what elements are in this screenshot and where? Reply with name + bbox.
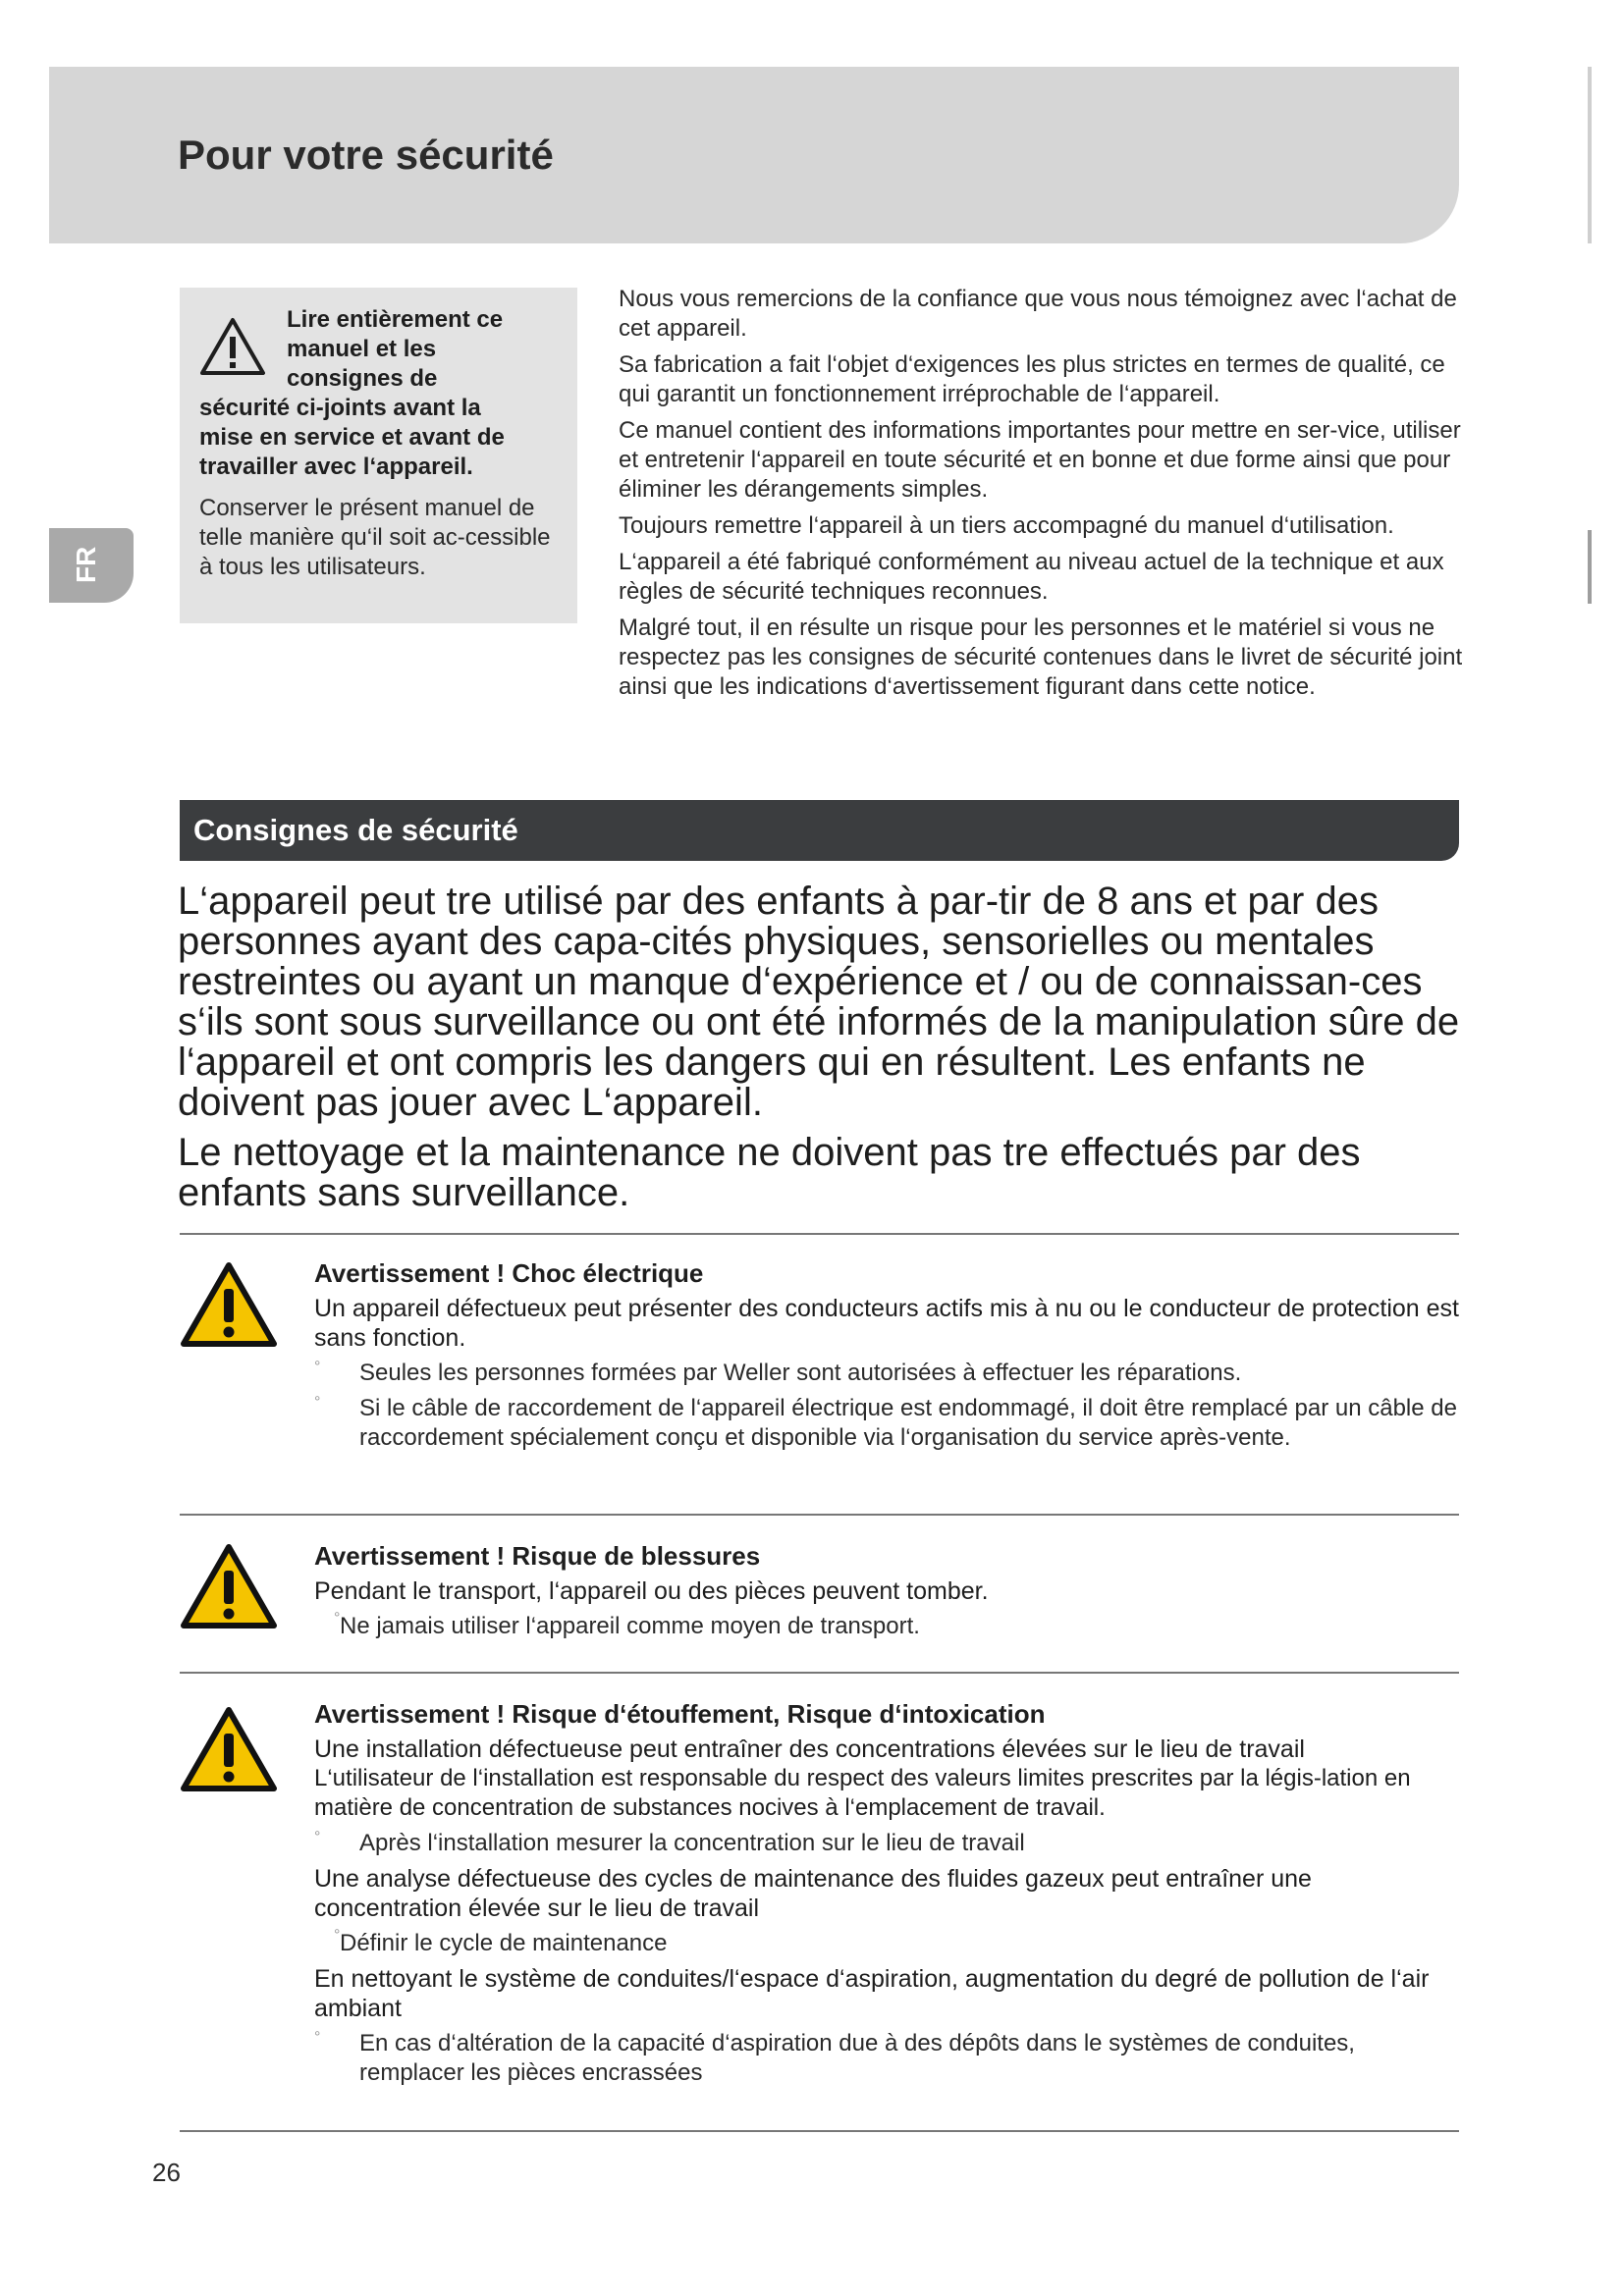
warning-text: L‘utilisateur de l‘installation est responsable du respect des valeurs limites prescrites par la légis-lation en matière de concentration de substances nocives à l‘emplacement de travail.: [314, 1765, 1411, 1821]
warning-icon: [180, 1261, 278, 1348]
page-title: Pour votre sécurité: [178, 132, 554, 178]
warning-icon: [180, 1706, 278, 1792]
intro-paragraph: Toujours remettre l‘appareil à un tiers accompagné du manuel d‘utilisation.: [619, 512, 1394, 539]
bullet-item: ° Si le câble de raccordement de l‘appareil électrique est endommagé, il doit être remplacé par un câble de raccordement spécialement conçu et disponible via l‘organisation du service après-vente.: [314, 1394, 1463, 1453]
warning-text: Une analyse défectueuse des cycles de maintenance des fluides gazeux peut entraîner une concentration élevée sur le lieu de travail: [314, 1865, 1312, 1922]
warning-electric-shock: [314, 1258, 1463, 1459]
language-tab: [49, 528, 134, 603]
warning-icon: [180, 1543, 278, 1629]
intro-paragraph: L‘appareil a été fabriqué conformément au niveau actuel de la technique et aux règles de sécurité techniques reconnues.: [619, 549, 1444, 605]
bullet-glyph: °: [334, 1610, 341, 1627]
warning-text: Un appareil défectueux peut présenter des conducteurs actifs mis à nu ou le conducteur de protection est sans fonction.: [314, 1295, 1459, 1352]
bullet-glyph: °: [314, 1394, 321, 1411]
notice-heading-line: consignes de: [287, 365, 438, 392]
bullet-glyph: °: [314, 1359, 321, 1375]
notice-text: Conserver le présent manuel de telle manière qu‘il soit ac-cessible à tous les utilisateurs.: [199, 495, 551, 580]
warning-suffocation: [314, 1699, 1463, 2094]
notice-box: [180, 288, 577, 623]
warning-title: Avertissement ! Risque d‘étouffement, Risque d‘intoxication: [314, 1699, 1046, 1729]
section-header: [180, 800, 1459, 861]
warning-text: Pendant le transport, l‘appareil ou des pièces peuvent tomber.: [314, 1577, 989, 1605]
bullet-item: ° En cas d‘altération de la capacité d‘aspiration due à des dépôts dans le systèmes de conduites, remplacer les pièces encrassées: [314, 2029, 1463, 2088]
warning-title: Avertissement ! Choc électrique: [314, 1258, 704, 1288]
bullet-item: ° Après l‘installation mesurer la concentration sur le lieu de travail: [314, 1829, 1463, 1858]
intro-paragraph: Sa fabrication a fait l‘objet d‘exigences les plus strictes en termes de qualité, ce qui garantit un fonctionnement irréprochable de l‘appareil.: [619, 351, 1445, 407]
margin-marker: [1588, 67, 1592, 243]
margin-marker: [1588, 530, 1592, 604]
warning-injury: [314, 1541, 1463, 1647]
bullet-item: ° Définir le cycle de maintenance: [314, 1929, 1463, 1958]
divider: [180, 1514, 1459, 1516]
intro-paragraph: Malgré tout, il en résulte un risque pour les personnes et le matériel si vous ne respectez pas les consignes de sécurité contenues dans le livret de sécurité joint ainsi que les indications d‘avertissement figurant dans cette notice.: [619, 614, 1463, 700]
bullet-item: ° Ne jamais utiliser l‘appareil comme moyen de transport.: [314, 1612, 1463, 1641]
safety-statement: [178, 881, 1464, 1223]
notice-heading-line: mise en service et avant de: [199, 424, 505, 451]
notice-heading-line: sécurité ci-joints avant la: [199, 395, 481, 421]
warning-outline-icon: [199, 317, 266, 376]
bullet-item: ° Seules les personnes formées par Weller sont autorisées à effectuer les réparations.: [314, 1359, 1463, 1388]
notice-heading-line: travailler avec l‘appareil.: [199, 454, 473, 480]
intro-paragraph: Ce manuel contient des informations importantes pour mettre en ser-vice, utiliser et entretenir l‘appareil en toute sécurité et en bonne et due forme ainsi que pour éliminer les dérangements simples.: [619, 417, 1461, 503]
warning-text: Une installation défectueuse peut entraîner des concentrations élevées sur le lieu de travail: [314, 1735, 1305, 1763]
bullet-glyph: °: [334, 1927, 341, 1944]
warning-title: Avertissement ! Risque de blessures: [314, 1541, 761, 1571]
page-number: 26: [152, 2158, 181, 2187]
divider: [180, 2130, 1459, 2132]
bullet-glyph: °: [314, 1829, 321, 1845]
intro-text: [619, 285, 1463, 709]
safety-paragraph: Le nettoyage et la maintenance ne doivent pas tre effectués par des enfants sans surveillance.: [178, 1131, 1361, 1214]
language-tab-label: FR: [71, 546, 101, 583]
notice-heading-line: Lire entièrement ce: [287, 306, 504, 333]
bullet-glyph: °: [314, 2029, 321, 2046]
safety-paragraph: L‘appareil peut tre utilisé par des enfants à par-tir de 8 ans et par des personnes ayant des capa-cités physiques, sensorielles ou mentales restreintes ou ayant un manque d‘expérience et / ou de connaissan-ces s‘ils sont sous surveillance ou ont été informés de la manipulation sûre de l‘appareil et ont compris les dangers qui en résultent. Les enfants ne doivent pas jouer avec L‘appareil.: [178, 880, 1460, 1124]
intro-paragraph: Nous vous remercions de la confiance que vous nous témoignez avec l‘achat de cet appareil.: [619, 286, 1457, 342]
section-title: Consignes de sécurité: [193, 813, 518, 847]
notice-heading-line: manuel et les: [287, 336, 437, 362]
divider: [180, 1672, 1459, 1674]
warning-text: En nettoyant le système de conduites/l‘espace d‘aspiration, augmentation du degré de pollution de l‘air ambiant: [314, 1965, 1430, 2022]
divider: [180, 1233, 1459, 1235]
